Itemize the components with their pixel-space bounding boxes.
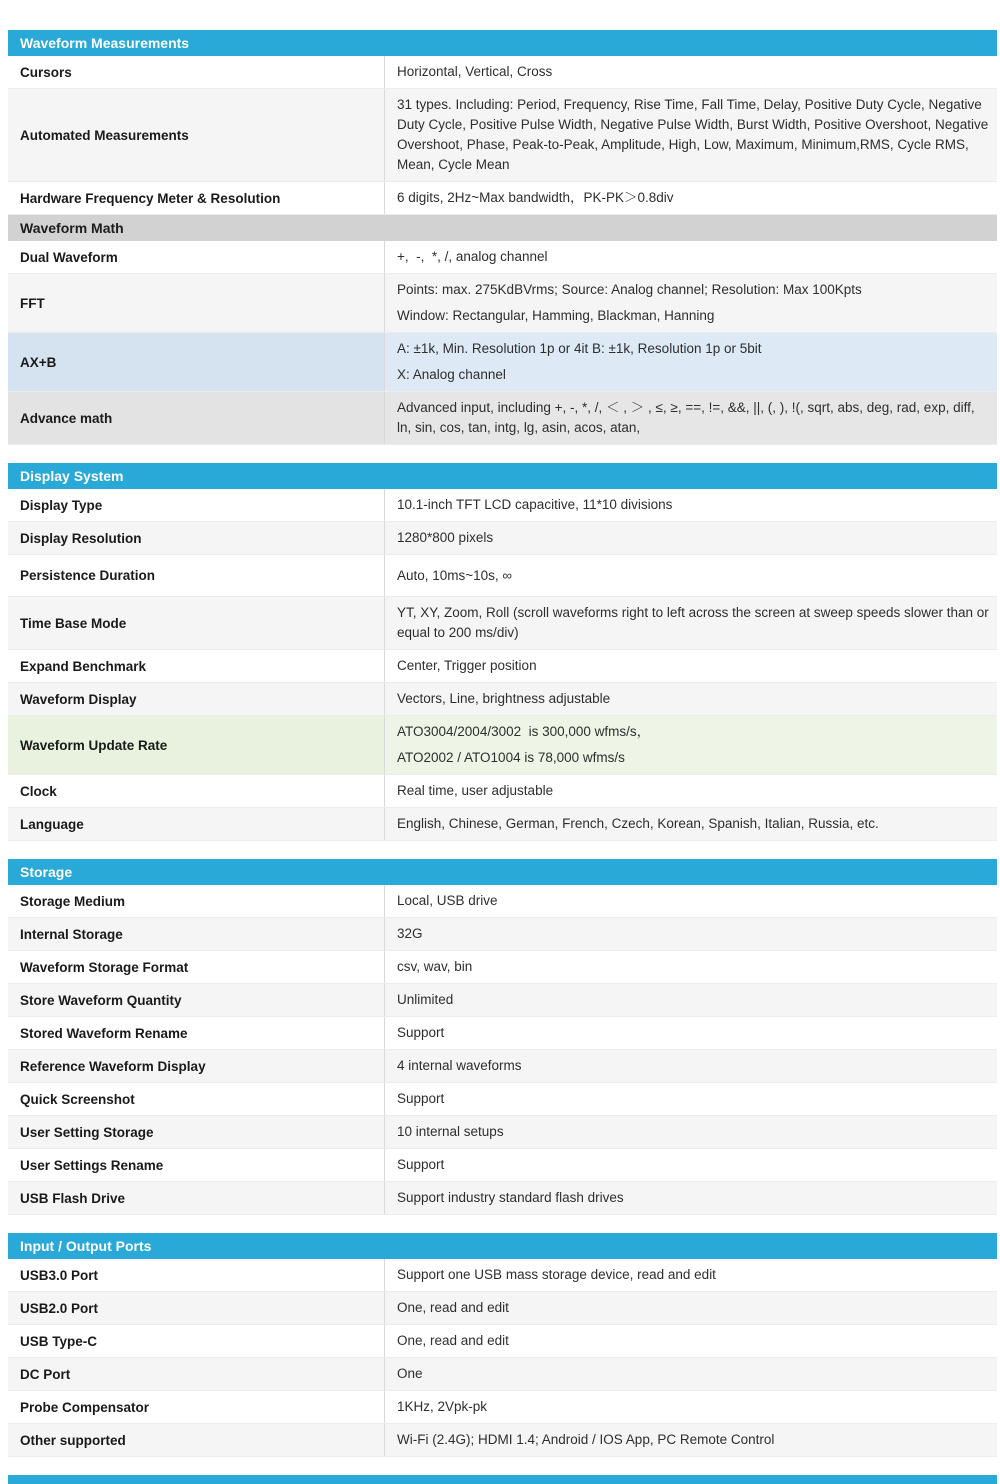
spec-row (8, 597, 997, 650)
spec-label: Waveform Update Rate (8, 716, 385, 774)
section-header-input-output-ports: Input / Output Ports (8, 1233, 997, 1259)
spec-row (8, 1017, 997, 1050)
spec-value (385, 1050, 997, 1082)
spec-label: AX+B (8, 333, 385, 391)
spec-value (385, 182, 997, 214)
spec-value-line: Support one USB mass storage device, read and edit (397, 1267, 716, 1282)
spec-value-line: Local, USB drive (397, 893, 498, 908)
spec-label: Internal Storage (8, 918, 385, 950)
spec-value (385, 522, 997, 554)
spec-label: Dual Waveform (8, 241, 385, 273)
spec-value (385, 1358, 997, 1390)
spec-value-line: 6 digits, 2Hz~Max bandwidth，PK-PK＞0.8div (397, 190, 674, 205)
spec-value-line: Support (397, 1157, 445, 1172)
spec-value (385, 274, 997, 332)
spec-value-line: Auto, 10ms~10s, ∞ (397, 567, 513, 583)
section-input-output-ports (8, 1233, 997, 1457)
spec-row (8, 683, 997, 716)
spec-row (8, 555, 997, 597)
spec-label: User Setting Storage (8, 1116, 385, 1148)
section-storage (8, 859, 997, 1215)
spec-row (8, 1325, 997, 1358)
spec-value (385, 555, 997, 596)
spec-value-line: One (397, 1366, 423, 1381)
spec-label: Stored Waveform Rename (8, 1017, 385, 1049)
spec-label: Clock (8, 775, 385, 807)
spec-row (8, 1358, 997, 1391)
spec-label: Hardware Frequency Meter & Resolution (8, 182, 385, 214)
spec-value (385, 1391, 997, 1423)
spec-value-line: ATO3004/2004/3002 is 300,000 wfms/s， (397, 724, 651, 739)
spec-value-line: 4 internal waveforms (397, 1058, 522, 1073)
spec-value (385, 1116, 997, 1148)
spec-label: Time Base Mode (8, 597, 385, 649)
spec-value (385, 951, 997, 983)
spec-value (385, 918, 997, 950)
spec-row (8, 1083, 997, 1116)
spec-value-line: One, read and edit (397, 1300, 509, 1315)
spec-label: Persistence Duration (8, 555, 385, 596)
spec-value (385, 1182, 997, 1214)
spec-value-line: X: Analog channel (397, 367, 506, 382)
spec-label: Other supported (8, 1424, 385, 1456)
spec-label: USB Type-C (8, 1325, 385, 1357)
spec-row (8, 89, 997, 182)
spec-value-line: Unlimited (397, 992, 454, 1007)
spec-value-line: 10 internal setups (397, 1124, 504, 1139)
section-waveform-math (8, 215, 997, 445)
section-waveform-measurements (8, 30, 997, 215)
spec-label: Waveform Storage Format (8, 951, 385, 983)
spec-value-line: ATO2002 / ATO1004 is 78,000 wfms/s (397, 750, 625, 765)
spec-value-line: A: ±1k, Min. Resolution 1p or 4it B: ±1k, Resolution 1p or 5bit (397, 341, 762, 356)
spec-row (8, 392, 997, 445)
section-header-waveform-measurements: Waveform Measurements (8, 30, 997, 56)
spec-value-line: YT, XY, Zoom, Roll (scroll waveforms right to left across the screen at sweep speeds slower than or equal to 200 ms/div) (397, 605, 993, 640)
section-header-display-system: Display System (8, 463, 997, 489)
spec-value (385, 1083, 997, 1115)
spec-label: Store Waveform Quantity (8, 984, 385, 1016)
spec-value (385, 984, 997, 1016)
spec-value (385, 56, 997, 88)
spec-value-line: Real time, user adjustable (397, 783, 554, 798)
spec-row (8, 716, 997, 775)
spec-label: Display Resolution (8, 522, 385, 554)
spec-value (385, 1424, 997, 1456)
spec-value-line: Center, Trigger position (397, 658, 537, 673)
spec-value-line: +, -, *, /, analog channel (397, 249, 548, 264)
spec-row (8, 1292, 997, 1325)
spec-row (8, 1259, 997, 1292)
spec-value (385, 489, 997, 521)
spec-value (385, 885, 997, 917)
spec-value (385, 1149, 997, 1181)
spec-row (8, 1149, 997, 1182)
spec-value (385, 683, 997, 715)
spec-label: Expand Benchmark (8, 650, 385, 682)
next-section-header-partial (8, 1475, 997, 1484)
spec-value-line: Support (397, 1091, 445, 1106)
spec-value (385, 808, 997, 840)
spec-value-line: English, Chinese, German, French, Czech, Korean, Spanish, Italian, Russia, etc. (397, 816, 879, 831)
spec-value (385, 1292, 997, 1324)
spec-row (8, 918, 997, 951)
spec-value (385, 716, 997, 774)
spec-row (8, 489, 997, 522)
spec-label: DC Port (8, 1358, 385, 1390)
spec-label: User Settings Rename (8, 1149, 385, 1181)
spec-row (8, 1116, 997, 1149)
spec-value (385, 241, 997, 273)
spec-value-line: 31 types. Including: Period, Frequency, Rise Time, Fall Time, Delay, Positive Duty Cycle, Negative Duty Cycle, Positive Pulse Width, Negative Pulse Width, Burst Width, Positive Overshoot, Negative Overshoot, Phase, Peak-to-Peak, Amplitude, High, Low, Maximum, Minimum,RMS, Cycle RMS, Mean, Cycle Mean (397, 97, 992, 172)
spec-value-line: One, read and edit (397, 1333, 509, 1348)
spec-row (8, 1050, 997, 1083)
spec-label: USB Flash Drive (8, 1182, 385, 1214)
spec-label: Probe Compensator (8, 1391, 385, 1423)
spec-value (385, 89, 997, 181)
spec-row (8, 808, 997, 841)
section-header-waveform-math: Waveform Math (8, 215, 997, 241)
spec-row (8, 274, 997, 333)
spec-value (385, 392, 997, 444)
spec-value-line: csv, wav, bin (397, 959, 473, 974)
spec-value (385, 775, 997, 807)
spec-value-line: 10.1-inch TFT LCD capacitive, 11*10 divisions (397, 497, 673, 512)
spec-value-line: 1280*800 pixels (397, 530, 494, 545)
spec-value-line: Points: max. 275KdBVrms; Source: Analog channel; Resolution: Max 100Kpts (397, 282, 862, 297)
spec-value-line: Vectors, Line, brightness adjustable (397, 691, 611, 706)
spec-label: Storage Medium (8, 885, 385, 917)
spec-value (385, 333, 997, 391)
spec-row (8, 1182, 997, 1215)
spec-value (385, 1017, 997, 1049)
spec-value-line: Horizontal, Vertical, Cross (397, 64, 553, 79)
section-display-system (8, 463, 997, 841)
spec-value-line: Window: Rectangular, Hamming, Blackman, Hanning (397, 308, 715, 323)
spec-label: Waveform Display (8, 683, 385, 715)
spec-value-line: Advanced input, including +, -, *, /, ＜ , ＞ , ≤, ≥, ==, !=, &&, ||, (, ), !(, sqrt, abs, deg, rad, exp, diff, ln, sin, cos, tan, intg, lg, asin, acos, atan, (397, 400, 979, 435)
spec-row (8, 775, 997, 808)
spec-row (8, 333, 997, 392)
spec-label: USB2.0 Port (8, 1292, 385, 1324)
spec-row (8, 1424, 997, 1457)
spec-label: Display Type (8, 489, 385, 521)
spec-row (8, 1391, 997, 1424)
spec-row (8, 241, 997, 274)
spec-value (385, 597, 997, 649)
spec-row (8, 984, 997, 1017)
spec-label: FFT (8, 274, 385, 332)
spec-row (8, 650, 997, 683)
spec-value-line: 1KHz, 2Vpk-pk (397, 1399, 488, 1414)
spec-value-line: Support industry standard flash drives (397, 1190, 624, 1205)
spec-row (8, 951, 997, 984)
section-header-storage: Storage (8, 859, 997, 885)
spec-label: Cursors (8, 56, 385, 88)
spec-value-line: Support (397, 1025, 445, 1040)
spec-label: Language (8, 808, 385, 840)
spec-value (385, 1325, 997, 1357)
spec-row (8, 182, 997, 215)
spec-value-line: Wi-Fi (2.4G); HDMI 1.4; Android / IOS App, PC Remote Control (397, 1432, 775, 1447)
spec-row (8, 522, 997, 555)
spec-row (8, 56, 997, 89)
spec-value-line: 32G (397, 926, 423, 941)
spec-label: Advance math (8, 392, 385, 444)
spec-label: USB3.0 Port (8, 1259, 385, 1291)
spec-row (8, 885, 997, 918)
spec-label: Reference Waveform Display (8, 1050, 385, 1082)
spec-value (385, 650, 997, 682)
spec-label: Automated Measurements (8, 89, 385, 181)
spec-value (385, 1259, 997, 1291)
spec-label: Quick Screenshot (8, 1083, 385, 1115)
